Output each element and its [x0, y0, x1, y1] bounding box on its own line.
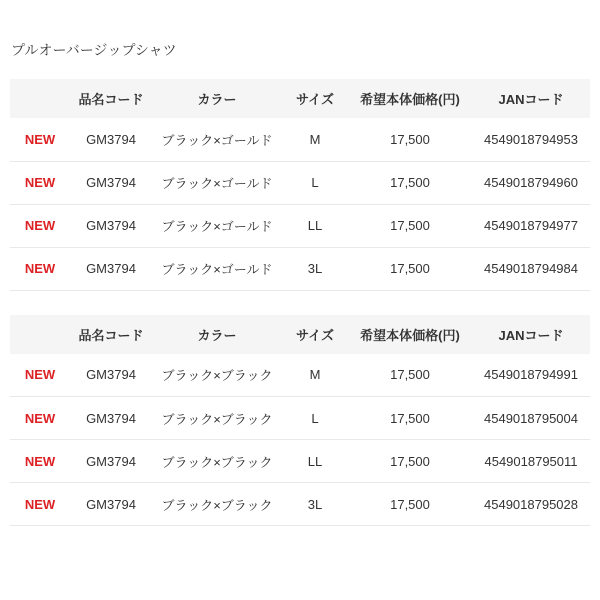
spec-table-black-black	[10, 315, 590, 527]
table-row	[10, 204, 590, 247]
jan-code-cell: 4549018794977	[472, 204, 590, 247]
product-code-cell: GM3794	[70, 161, 152, 204]
col-header-size: サイズ	[282, 315, 348, 354]
table-row	[10, 397, 590, 440]
price-cell: 17,500	[348, 354, 472, 397]
color-cell: ブラック×ゴールド	[152, 247, 282, 290]
jan-code-cell: 4549018794960	[472, 161, 590, 204]
size-cell: M	[282, 118, 348, 161]
product-code-cell: GM3794	[70, 483, 152, 526]
size-cell: LL	[282, 204, 348, 247]
size-cell: 3L	[282, 483, 348, 526]
col-header-size: サイズ	[282, 79, 348, 118]
table-row	[10, 161, 590, 204]
table-header	[10, 79, 590, 118]
product-code-cell: GM3794	[70, 204, 152, 247]
size-cell: 3L	[282, 247, 348, 290]
col-header-price: 希望本体価格(円)	[348, 315, 472, 354]
size-cell: L	[282, 397, 348, 440]
col-header-code: 品名コード	[70, 79, 152, 118]
price-cell: 17,500	[348, 204, 472, 247]
new-badge: NEW	[10, 483, 70, 526]
jan-code-cell: 4549018795028	[472, 483, 590, 526]
price-cell: 17,500	[348, 440, 472, 483]
color-cell: ブラック×ブラック	[152, 354, 282, 397]
product-code-cell: GM3794	[70, 354, 152, 397]
new-badge: NEW	[10, 440, 70, 483]
color-cell: ブラック×ゴールド	[152, 161, 282, 204]
table-row	[10, 354, 590, 397]
page-title: プルオーバージップシャツ	[11, 42, 177, 58]
table-header	[10, 315, 590, 354]
color-cell: ブラック×ゴールド	[152, 204, 282, 247]
jan-code-cell: 4549018795011	[472, 440, 590, 483]
product-code-cell: GM3794	[70, 118, 152, 161]
table-row	[10, 440, 590, 483]
col-header-jan: JANコード	[472, 79, 590, 118]
color-cell: ブラック×ブラック	[152, 483, 282, 526]
header-row	[10, 79, 590, 118]
new-badge: NEW	[10, 118, 70, 161]
price-cell: 17,500	[348, 118, 472, 161]
price-cell: 17,500	[348, 247, 472, 290]
col-header-jan: JANコード	[472, 315, 590, 354]
col-header-price: 希望本体価格(円)	[348, 79, 472, 118]
price-cell: 17,500	[348, 483, 472, 526]
col-header-color: カラー	[152, 79, 282, 118]
spec-table-black-gold	[10, 79, 590, 291]
col-header-code: 品名コード	[70, 315, 152, 354]
col-header-badge	[10, 315, 70, 354]
new-badge: NEW	[10, 354, 70, 397]
color-cell: ブラック×ブラック	[152, 440, 282, 483]
table-row	[10, 483, 590, 526]
jan-code-cell: 4549018794991	[472, 354, 590, 397]
price-cell: 17,500	[348, 161, 472, 204]
size-cell: LL	[282, 440, 348, 483]
jan-code-cell: 4549018794953	[472, 118, 590, 161]
table-row	[10, 118, 590, 161]
size-cell: L	[282, 161, 348, 204]
new-badge: NEW	[10, 247, 70, 290]
col-header-badge	[10, 79, 70, 118]
color-cell: ブラック×ゴールド	[152, 118, 282, 161]
new-badge: NEW	[10, 161, 70, 204]
color-cell: ブラック×ブラック	[152, 397, 282, 440]
new-badge: NEW	[10, 204, 70, 247]
price-cell: 17,500	[348, 397, 472, 440]
col-header-color: カラー	[152, 315, 282, 354]
size-cell: M	[282, 354, 348, 397]
table-row	[10, 247, 590, 290]
new-badge: NEW	[10, 397, 70, 440]
jan-code-cell: 4549018794984	[472, 247, 590, 290]
product-code-cell: GM3794	[70, 247, 152, 290]
header-row	[10, 315, 590, 354]
product-code-cell: GM3794	[70, 397, 152, 440]
product-code-cell: GM3794	[70, 440, 152, 483]
jan-code-cell: 4549018795004	[472, 397, 590, 440]
